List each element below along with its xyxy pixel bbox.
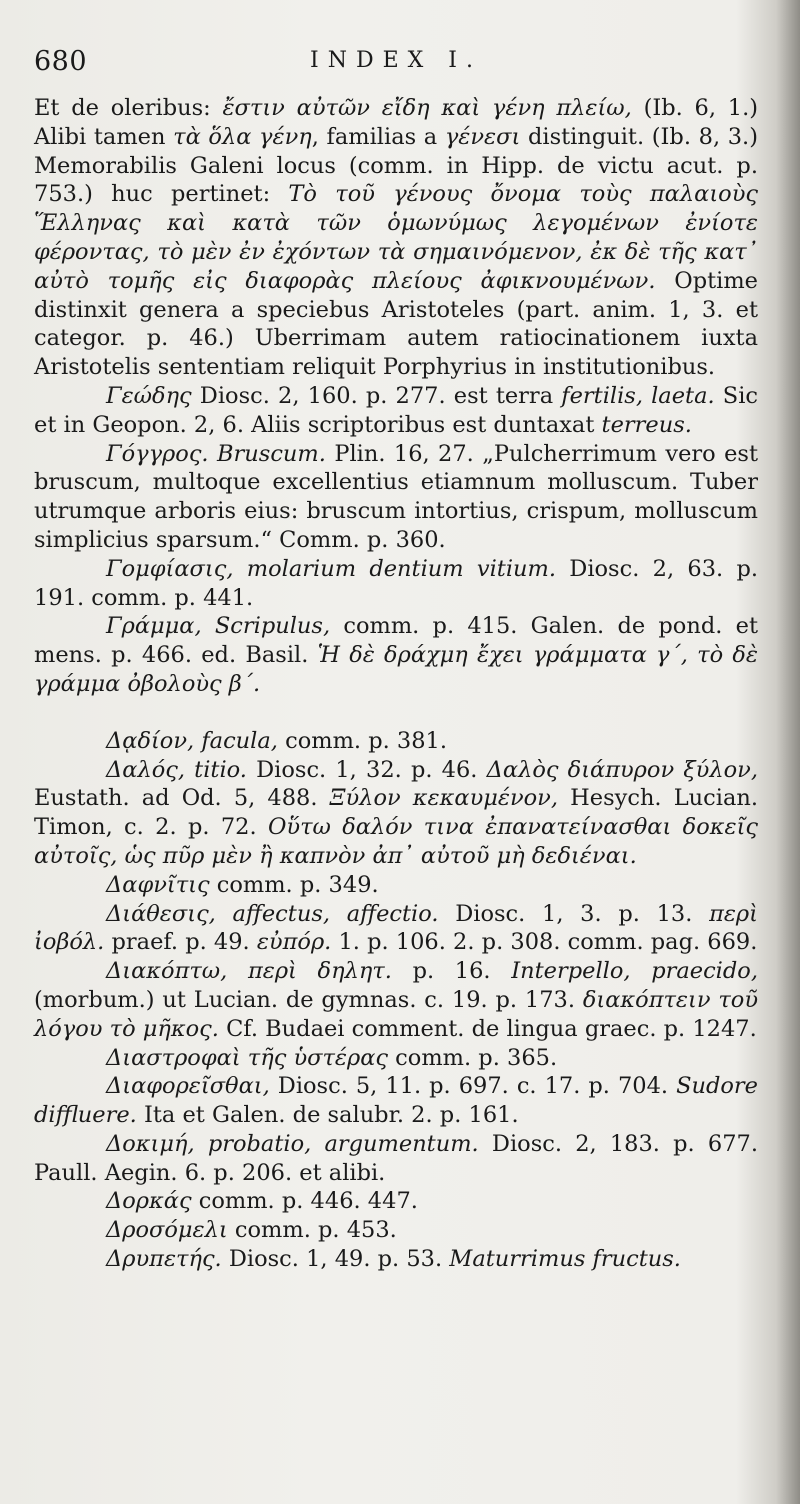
- index-entry: [34, 1245, 758, 1274]
- italic-text: Διαφορεῖσθαι,: [106, 1073, 270, 1100]
- index-entry: [34, 1130, 758, 1188]
- continued-paragraph: [34, 94, 758, 382]
- italic-text: Γράμμα, Scripulus,: [106, 613, 331, 640]
- italic-text: Δρυπετής.: [106, 1246, 222, 1273]
- text-run: 1. p. 106. 2. p. 308. comm. pag. 669.: [331, 929, 758, 956]
- italic-text: Διαστροφαὶ τῆς ὑστέρας: [106, 1044, 389, 1071]
- italic-text: τὰ ὅλα γένη: [173, 123, 312, 150]
- index-entry: [34, 957, 758, 1043]
- italic-text: Ἡ δὲ δράχμη ἔχει γράμματα γ΄, τὸ δὲ γράμμα ὀβολοὺς β΄.: [34, 642, 758, 697]
- italic-text: Maturrimus fructus.: [449, 1246, 681, 1273]
- page-header: [34, 42, 758, 94]
- text-run: Diosc. 1, 3. p. 13.: [438, 900, 710, 927]
- text-run: Ita et Galen. de salubr. 2. p. 161.: [136, 1102, 519, 1129]
- index-entry: [34, 1072, 758, 1130]
- italic-text: Bruscum.: [217, 440, 326, 467]
- text-run: comm. p. 415. Galen. de pond. et mens. p. 466. ed. Basil.: [34, 613, 758, 669]
- italic-text: Τὸ τοῦ γένους ὄνομα τοὺς παλαιοὺς Ἕλληνας καὶ κατὰ τῶν ὁμωνύμως λεγομένων ἐνίοτε φέροντας, τὸ μὲν ἐν ἐχόντων τὰ σημαινόμενον, ἐκ δὲ τῆς κατ᾽ αὐτὸ τομῆς εἰς διαφορὰς πλείους ἀφικνουμένων.: [34, 181, 758, 294]
- index-entry: [34, 382, 758, 440]
- text-run: Diosc. 1, 32. p. 46.: [246, 756, 487, 783]
- italic-text: Γεώδης: [106, 382, 192, 409]
- italic-text: Δαφνῖτις: [106, 871, 210, 898]
- text-run: comm. p. 453.: [227, 1217, 397, 1244]
- italic-text: εὐπόρ.: [256, 929, 332, 956]
- italic-text: ἔστιν αὐτῶν εἴδη καὶ γένη πλείω,: [222, 95, 632, 121]
- text-run: distinguit. (Ib. 8, 3.) Memorabilis Galeni locus (comm. in Hipp. de victu acut. p. 753.) huc pertinet:: [34, 123, 758, 208]
- page-number: 680: [34, 46, 88, 77]
- text-run: Et de oleribus:: [34, 95, 223, 121]
- italic-text: Γόγγρος.: [106, 440, 209, 467]
- italic-text: διακόπτειν τοῦ λόγου τὸ μῆκος.: [34, 986, 759, 1042]
- text-run: p. 16.: [391, 958, 512, 985]
- italic-text: Δαλός, titio.: [106, 756, 247, 783]
- italic-text: Διακόπτω, περὶ δηλητ.: [106, 958, 392, 985]
- index-entry: [34, 1044, 758, 1073]
- text-run: Plin. 16, 27. „Pulcherrimum vero est bruscum, multoque excellentius etiamnum molluscum. Tuber utrumque arboris eius: bruscum intortius, crispum, molluscum simplicius sparsum.“ Comm. p. 360.: [34, 440, 758, 553]
- text-run: comm. p. 446. 447.: [191, 1188, 418, 1215]
- italic-text: Interpello, praecido,: [511, 958, 758, 985]
- text-run: Eustath. ad Od. 5, 488.: [34, 785, 330, 812]
- index-entry: [34, 727, 758, 756]
- text-run: [209, 441, 217, 467]
- index-entry: [34, 1187, 758, 1216]
- text-run: Diosc. 1, 49. p. 53.: [221, 1246, 450, 1273]
- italic-text: Δορκάς: [106, 1188, 192, 1215]
- italic-text: Δᾳδίον, facula,: [106, 727, 278, 754]
- index-entry: [34, 756, 758, 871]
- italic-text: terreus.: [601, 411, 692, 438]
- index-entry: [34, 900, 758, 958]
- italic-text: Δοκιμή, probatio, argumentum.: [106, 1130, 479, 1157]
- index-entry: [34, 612, 758, 698]
- text-run: , familias a: [311, 123, 445, 150]
- italic-text: Ξύλον κεκαυμένον,: [329, 785, 559, 812]
- index-text: [34, 94, 758, 1274]
- italic-text: Sudore diffluere.: [34, 1073, 758, 1129]
- italic-text: Γομφίασις, molarium dentium vitium.: [106, 555, 556, 582]
- text-run: Diosc. 2, 183. p. 677. Paull. Aegin. 6. p. 206. et alibi.: [34, 1130, 759, 1186]
- text-run: Diosc. 2, 160. p. 277. est terra: [191, 382, 562, 409]
- italic-text: fertilis, laeta.: [561, 382, 715, 409]
- index-entry: [34, 871, 758, 900]
- text-run: praef. p. 49.: [104, 929, 257, 956]
- text-run: (Ib. 6, 1.) Alibi tamen: [34, 95, 759, 150]
- italic-text: περὶ ἰοβόλ.: [34, 900, 758, 956]
- text-run: Sic et in Geopon. 2, 6. Aliis scriptoribus est duntaxat: [34, 382, 759, 438]
- text-run: (morbum.) ut Lucian. de gymnas. c. 19. p. 173.: [34, 986, 583, 1013]
- index-entry: [34, 555, 758, 613]
- italic-text: Διάθεσις, affectus, affectio.: [106, 900, 439, 927]
- text-run: Cf. Budaei comment. de lingua graec. p. 1247.: [218, 1015, 757, 1042]
- text-run: comm. p. 349.: [209, 871, 379, 898]
- italic-text: γένεσι: [444, 123, 521, 150]
- text-run: comm. p. 381.: [277, 727, 448, 754]
- italic-text: Δαλὸς διάπυρον ξύλον,: [486, 756, 758, 783]
- text-run: Diosc. 5, 11. p. 697. c. 17. p. 704.: [269, 1073, 677, 1100]
- text-run: Diosc. 2, 63. p. 191. comm. p. 441.: [34, 555, 759, 611]
- text-run: comm. p. 365.: [388, 1044, 558, 1071]
- text-run: Optime distinxit genera a speciebus Aristoteles (part. anim. 1, 3. et categor. p. 46.) Uberrimam autem ratiocinationem iuxta Aristotelis sententiam reliquit Porphyrius in institutionibus.: [34, 267, 758, 381]
- index-entry: [34, 440, 758, 555]
- running-head: INDEX I.: [310, 48, 482, 73]
- italic-text: Δροσόμελι: [106, 1217, 228, 1244]
- index-entry: [34, 1216, 758, 1245]
- text-run: Hesych. Lucian. Timon, c. 2. p. 72.: [34, 785, 759, 841]
- italic-text: Οὕτω δαλόν τινα ἐπανατείνασθαι δοκεῖς αὐτοῖς, ὡς πῦρ μὲν ἢ καπνὸν ἀπ᾽ αὐτοῦ μὴ δεδιέναι.: [34, 814, 758, 869]
